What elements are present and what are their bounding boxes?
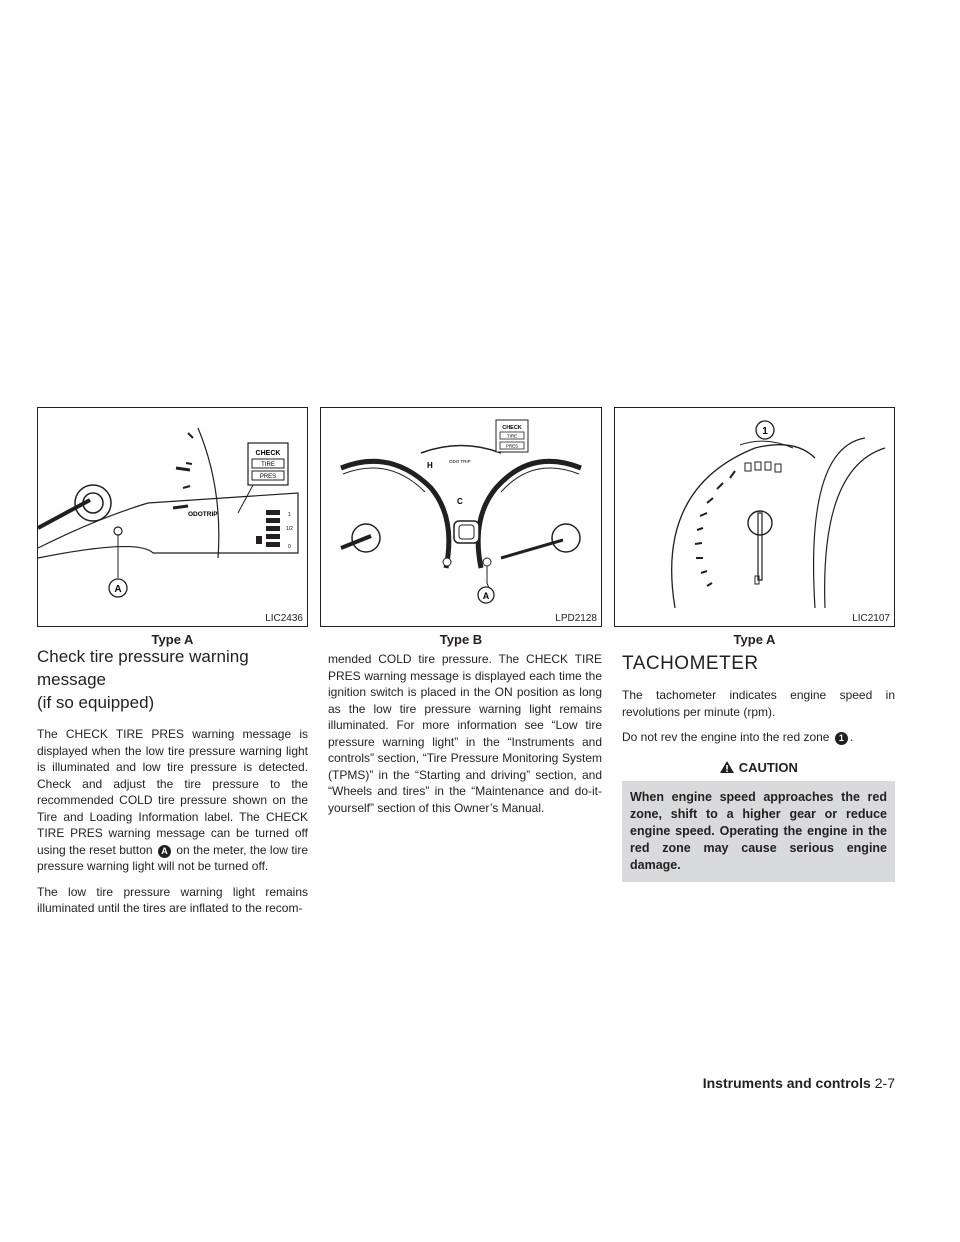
- fig1-gauge-bot: 0: [288, 544, 291, 550]
- section-heading-tachometer: TACHOMETER: [622, 653, 759, 674]
- fig1-gauge-mid: 1/2: [286, 526, 293, 532]
- fig2-odotrip: ODO TRIP: [449, 459, 471, 464]
- figure-code: LPD2128: [555, 613, 597, 624]
- figure-caption: Type B: [439, 632, 483, 647]
- fig1-odotrip-label: ODOTRIP: [188, 511, 218, 518]
- warning-triangle-icon: [719, 760, 735, 774]
- caution-heading: CAUTION: [622, 760, 895, 775]
- figure-code: LIC2436: [265, 613, 303, 624]
- paragraph: The CHECK TIRE PRES warning message is displayed when the low tire pressure warning light is illuminated and low tire pressure is detected. Check and adjust the tire pressure to the recommended COLD tire pressure shown on the Tire and Loading Information label. The CHECK TIRE PRES warning message can be turned off using the reset button A on the meter, the low tire pressure warning light will not be turned off.: [37, 727, 308, 873]
- fig1-callout-a: A: [114, 584, 122, 595]
- fig2-callout-a: A: [482, 591, 490, 601]
- fig1-pres-label: PRES: [259, 474, 277, 480]
- column-2: [328, 651, 602, 825]
- fig2-tire: TIRE: [506, 433, 518, 439]
- column-3: [622, 645, 895, 882]
- paragraph: Do not rev the engine into the red zone 1 .: [622, 730, 854, 744]
- footer-section: Instruments and controls: [702, 1075, 871, 1091]
- fig2-check: CHECK: [502, 425, 522, 431]
- paragraph: The tachometer indicates engine speed in revolutions per minute (rpm).: [622, 688, 895, 719]
- column-1: [37, 645, 308, 926]
- section-heading-check-tire: Check tire pressure warning message (if so equipped): [37, 647, 249, 712]
- tachometer-illustration: [615, 408, 896, 628]
- figure-type-a-tachometer: [614, 407, 895, 627]
- fig1-check-label: CHECK: [255, 450, 281, 457]
- figure-caption: Type A: [733, 632, 776, 647]
- figure-code: LIC2107: [852, 613, 890, 624]
- reset-button-marker: A: [158, 845, 171, 858]
- paragraph: mended COLD tire pressure. The CHECK TIRE PRES warning message is displayed each time the ignition switch is placed in the ON position as long as the low tire pressure warning light remains illuminated. For more information see “Low tire pressure warning light” in the “Instruments and controls” section, “Tire Pressure Monitoring System (TPMS)” in the “Starting and driving” section, and “Wheels and tires” in the “Maintenance and do-it-yourself” section of this Owner’s Manual.: [328, 652, 602, 815]
- caution-box: When engine speed approaches the red zone, shift to a higher gear or reduce engine speed. Operating the engine in the red zone may cause serious engine damage.: [622, 781, 895, 882]
- page-number: 2-7: [874, 1075, 895, 1091]
- check-tire-display-illustration: [38, 408, 309, 628]
- page-footer: [703, 1075, 895, 1091]
- fig1-gauge-top: 1: [288, 512, 291, 518]
- figure-caption: Type A: [151, 632, 194, 647]
- figure-type-a-check-tire: [37, 407, 308, 627]
- fig2-cold: C: [457, 497, 463, 506]
- fig1-tire-label: TIRE: [261, 462, 275, 468]
- paragraph: The low tire pressure warning light remains illuminated until the tires are inflated to the recom-: [37, 884, 308, 915]
- fig2-pres: PRES: [505, 443, 519, 449]
- red-zone-marker: 1: [835, 732, 848, 745]
- fig2-hot: H: [427, 461, 433, 470]
- figure-type-b-meter: [320, 407, 602, 627]
- meter-cluster-illustration: [321, 408, 603, 628]
- fig3-callout-1: 1: [762, 426, 768, 437]
